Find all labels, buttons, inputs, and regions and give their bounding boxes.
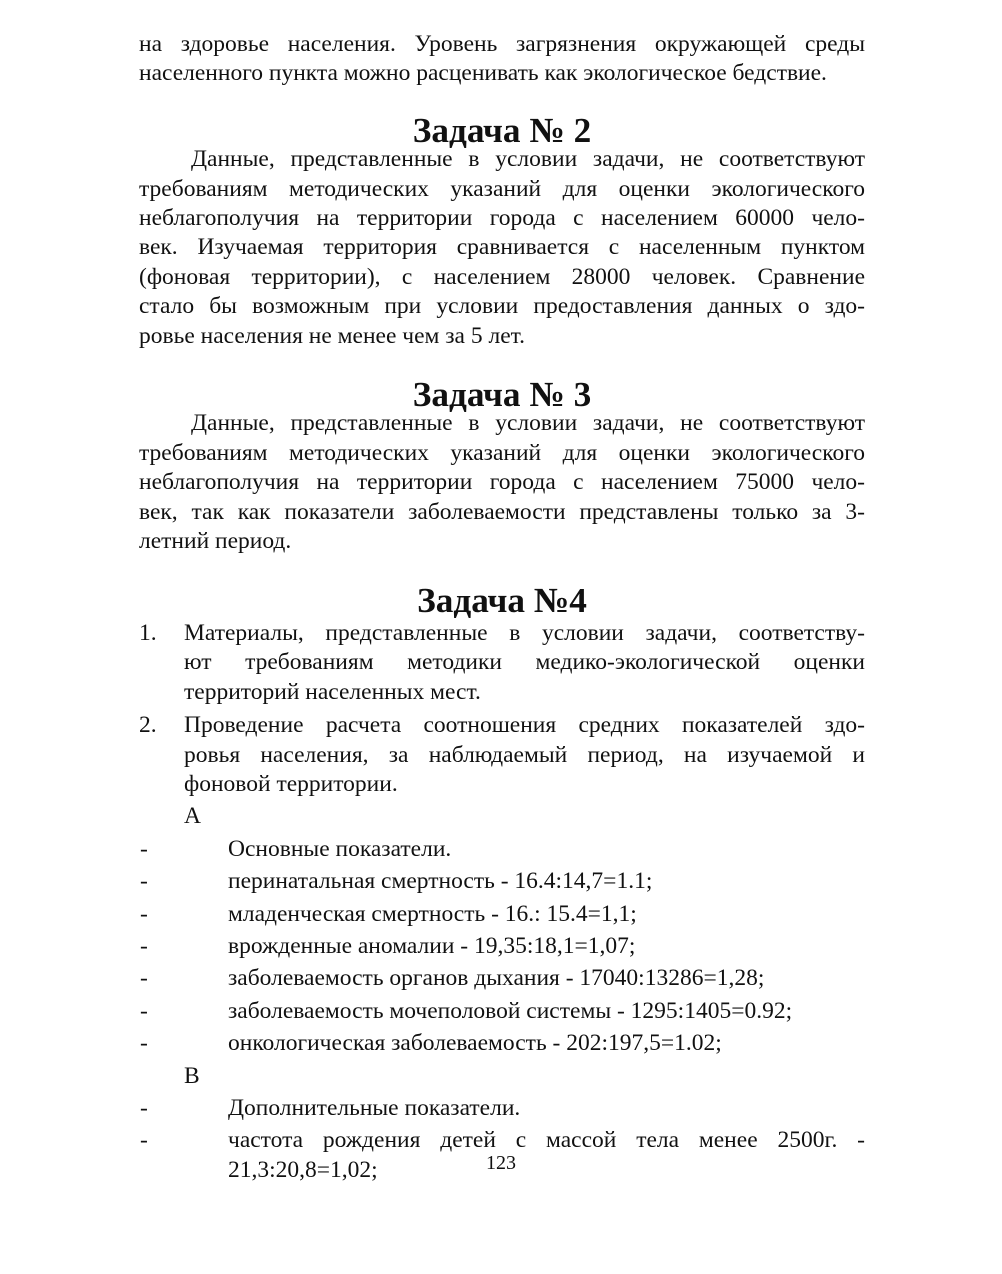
- section-b-label: В: [184, 1062, 200, 1089]
- item-line: Материалы, представленные в условии задачи, соответству-: [184, 619, 865, 646]
- list-item-text: Дополнительные показатели.: [228, 1095, 521, 1121]
- item-body: [184, 711, 865, 799]
- page-number: 123: [486, 1152, 516, 1174]
- list-item-text: перинатальная смертность - 16.4:14,7=1.1;: [228, 868, 653, 895]
- numbered-item-2: [139, 711, 865, 799]
- item-line: ровья населения, за наблюдаемый период, на изучаемой и: [184, 741, 865, 768]
- list-item-text: младенческая смертность - 16.: 15.4=1,1;: [228, 900, 637, 927]
- intro-line: населенного пункта можно расценивать как экологическое бедствие.: [139, 60, 827, 87]
- list-item-text: врожденные аномалии - 19,35:18,1=1,07;: [228, 932, 636, 959]
- task2-line: стало бы возможным при условии предоставления данных о здо-: [139, 293, 865, 320]
- item-line: территорий населенных мест.: [184, 678, 481, 705]
- dash-bullet: -: [140, 835, 148, 862]
- list-item-text: заболеваемость мочеполовой системы - 1295:1405=0.92;: [228, 997, 793, 1024]
- list-item: [139, 997, 865, 1026]
- list-item: [139, 900, 865, 929]
- list-item-line: 21,3:20,8=1,02;: [228, 1156, 378, 1183]
- dash-bullet: -: [140, 900, 148, 927]
- list-item: [139, 867, 865, 896]
- dash-bullet: -: [140, 1095, 148, 1121]
- task2-title: Задача № 2: [412, 110, 592, 150]
- item-line: фоновой территории.: [184, 770, 398, 797]
- dash-bullet: -: [140, 1127, 148, 1154]
- task3-line: летний период.: [139, 528, 292, 555]
- task2-line: век. Изучаемая территория сравнивается с населенным пунктом: [139, 234, 865, 261]
- task2-line: требованиям методических указаний для оценки экологического: [139, 175, 865, 202]
- intro-paragraph: [139, 30, 865, 89]
- task2-line: ровье населения не менее чем за 5 лет.: [139, 322, 526, 349]
- task3-line: неблагополучия на территории города с населением 75000 чело-: [139, 469, 865, 496]
- list-item: [139, 964, 865, 993]
- list-item: [139, 1094, 865, 1123]
- list-item-text: онкологическая заболеваемость - 202:197,5=1.02;: [228, 1030, 722, 1057]
- dash-bullet: -: [140, 965, 148, 992]
- item-line: ют требованиям методики медико-экологической оценки: [184, 649, 865, 676]
- task2-line: (фоновая территории), с населением 28000 человек. Сравнение: [139, 263, 865, 290]
- task3-line: требованиям методических указаний для оценки экологического: [139, 439, 865, 466]
- task2-line: Данные, представленные в условии задачи, не соответствуют: [191, 146, 865, 173]
- task3-title: Задача № 3: [412, 375, 592, 415]
- section-a-label: А: [184, 803, 201, 830]
- list-item-text: Основные показатели.: [228, 835, 452, 862]
- dash-bullet: -: [140, 868, 148, 895]
- section-a-list: [139, 835, 865, 1059]
- list-item: [139, 835, 865, 864]
- intro-line: на здоровье населения. Уровень загрязнения окружающей среды: [139, 31, 865, 57]
- item-line: Проведение расчета соотношения средних показателей здо-: [184, 712, 865, 739]
- list-item-text: заболеваемость органов дыхания - 17040:13286=1,28;: [228, 965, 765, 992]
- task2-paragraph: [139, 145, 865, 351]
- task4-title: Задача №4: [417, 580, 587, 620]
- task3-line: Данные, представленные в условии задачи, не соответствуют: [191, 410, 865, 437]
- item-number: 1.: [139, 619, 157, 646]
- numbered-item-1: [139, 619, 865, 707]
- item-number: 2.: [139, 712, 157, 739]
- list-item: [139, 932, 865, 961]
- dash-bullet: -: [140, 932, 148, 959]
- document-page: [139, 30, 865, 1185]
- task3-line: век, так как показатели заболеваемости представлены только за 3-: [139, 498, 865, 525]
- task2-line: неблагополучия на территории города с населением 60000 чело-: [139, 205, 865, 232]
- task3-paragraph: [139, 409, 865, 556]
- dash-bullet: -: [140, 997, 148, 1024]
- list-item: [139, 1029, 865, 1058]
- item-body: [184, 619, 865, 707]
- dash-bullet: -: [140, 1030, 148, 1057]
- list-item-line: частота рождения детей с массой тела менее 2500г. -: [228, 1127, 865, 1154]
